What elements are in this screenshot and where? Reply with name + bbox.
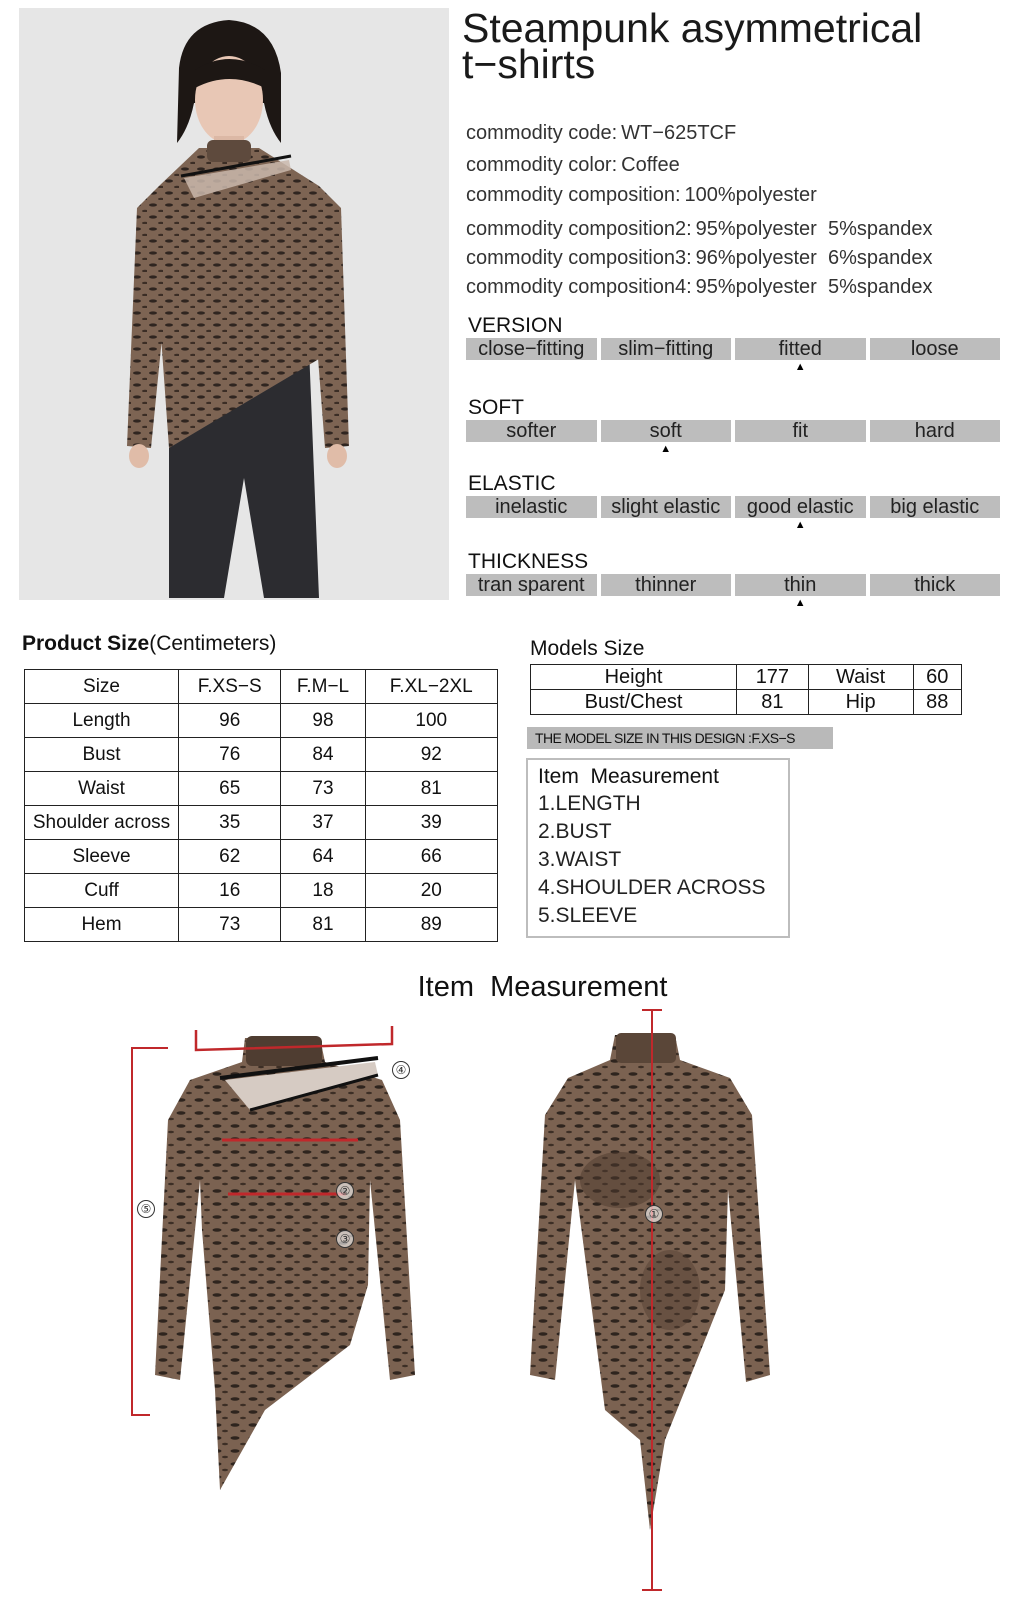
table-cell: 100 bbox=[365, 704, 497, 738]
table-row bbox=[25, 704, 498, 738]
scale-option: good elastic ▲ bbox=[735, 496, 866, 518]
spec-commodity-color: commodity color: Coffee bbox=[466, 154, 680, 176]
scale-option: slight elastic bbox=[601, 496, 732, 518]
scale-option: inelastic bbox=[466, 496, 597, 518]
table-cell: 20 bbox=[365, 874, 497, 908]
table-cell: Bust bbox=[25, 738, 179, 772]
table-cell: 81 bbox=[737, 690, 809, 715]
scale-option: close−fitting bbox=[466, 338, 597, 360]
table-cell: 81 bbox=[365, 772, 497, 806]
table-cell: 88 bbox=[913, 690, 962, 715]
table-cell: Sleeve bbox=[25, 840, 179, 874]
measure-marker-4: ④ bbox=[392, 1061, 410, 1079]
table-cell: Shoulder across bbox=[25, 806, 179, 840]
scale-option: big elastic bbox=[870, 496, 1001, 518]
table-cell: 39 bbox=[365, 806, 497, 840]
table-cell: 65 bbox=[179, 772, 281, 806]
table-cell: Waist bbox=[25, 772, 179, 806]
scale-option: fit bbox=[735, 420, 866, 442]
models-size-title: Models Size bbox=[530, 637, 645, 660]
scale-option: hard bbox=[870, 420, 1001, 442]
legend-item: 1.LENGTH bbox=[538, 792, 641, 815]
spec-commodity-code: commodity code: WT−625TCF bbox=[466, 122, 737, 144]
scale-option: thinner bbox=[601, 574, 732, 596]
scale-version-options bbox=[466, 338, 1000, 373]
scale-elastic-title: ELASTIC bbox=[468, 472, 556, 495]
product-title-line-1: Steampunk asymmetrical bbox=[462, 5, 923, 51]
table-cell: Hem bbox=[25, 908, 179, 942]
product-size-title: Product Size bbox=[22, 632, 150, 655]
table-cell: 177 bbox=[737, 665, 809, 690]
table-header-row bbox=[25, 670, 498, 704]
table-row bbox=[531, 665, 962, 690]
table-cell: Length bbox=[25, 704, 179, 738]
product-title-line-2: t−shirts bbox=[462, 41, 596, 87]
model-photo bbox=[19, 8, 449, 600]
table-cell: 66 bbox=[365, 840, 497, 874]
model-size-note: THE MODEL SIZE IN THIS DESIGN :F.XS−S bbox=[527, 727, 833, 749]
scale-elastic-options bbox=[466, 496, 1000, 531]
table-cell: Hip bbox=[808, 690, 913, 715]
table-row bbox=[25, 806, 498, 840]
scale-soft-options bbox=[466, 420, 1000, 455]
scale-option: loose bbox=[870, 338, 1001, 360]
table-cell: 37 bbox=[281, 806, 365, 840]
spec-composition-1: commodity composition: 100%polyester bbox=[466, 184, 817, 206]
item-measurement-legend-title: Item Measurement bbox=[538, 765, 719, 788]
measure-marker-1: ① bbox=[645, 1205, 663, 1223]
selection-marker-icon: ▲ bbox=[794, 519, 806, 531]
measurement-lines bbox=[0, 1000, 1024, 1600]
product-size-heading bbox=[22, 632, 276, 656]
item-measurement-legend bbox=[526, 758, 790, 938]
table-row bbox=[25, 772, 498, 806]
scale-option: tran sparent bbox=[466, 574, 597, 596]
table-header-cell: F.XL−2XL bbox=[365, 670, 497, 704]
legend-item: 3.WAIST bbox=[538, 848, 622, 871]
table-cell: 62 bbox=[179, 840, 281, 874]
legend-item: 4.SHOULDER ACROSS bbox=[538, 876, 766, 899]
selection-marker-icon: ▲ bbox=[660, 443, 672, 455]
scale-option: thick bbox=[870, 574, 1001, 596]
table-cell: 73 bbox=[179, 908, 281, 942]
selection-marker-icon: ▲ bbox=[794, 597, 806, 609]
scale-option: fitted ▲ bbox=[735, 338, 866, 360]
spec-composition-4: commodity composition4: 95%polyester 5%spandex bbox=[466, 276, 933, 298]
measure-marker-5: ⑤ bbox=[137, 1200, 155, 1218]
table-cell: 18 bbox=[281, 874, 365, 908]
table-header-cell: F.M−L bbox=[281, 670, 365, 704]
scale-option: thin ▲ bbox=[735, 574, 866, 596]
table-row bbox=[531, 690, 962, 715]
scale-option: slim−fitting bbox=[601, 338, 732, 360]
table-cell: 89 bbox=[365, 908, 497, 942]
product-title bbox=[462, 5, 1002, 87]
product-size-table bbox=[24, 669, 498, 942]
models-size-table bbox=[530, 664, 962, 715]
scale-option: soft ▲ bbox=[601, 420, 732, 442]
table-cell: 73 bbox=[281, 772, 365, 806]
table-cell: 16 bbox=[179, 874, 281, 908]
measure-marker-3: ③ bbox=[336, 1230, 354, 1248]
table-cell: 92 bbox=[365, 738, 497, 772]
table-cell: 81 bbox=[281, 908, 365, 942]
table-cell: 76 bbox=[179, 738, 281, 772]
spec-composition-2: commodity composition2: 95%polyester 5%spandex bbox=[466, 218, 933, 240]
table-header-cell: Size bbox=[25, 670, 179, 704]
table-cell: 96 bbox=[179, 704, 281, 738]
product-size-unit: (Centimeters) bbox=[149, 632, 277, 655]
table-row bbox=[25, 874, 498, 908]
spec-composition-3: commodity composition3: 96%polyester 6%spandex bbox=[466, 247, 933, 269]
scale-thickness-title: THICKNESS bbox=[468, 550, 589, 573]
scale-soft-title: SOFT bbox=[468, 396, 524, 419]
item-measurement-heading: Item Measurement bbox=[417, 971, 668, 1003]
table-row bbox=[25, 840, 498, 874]
scale-thickness-options bbox=[466, 574, 1000, 609]
table-cell: Waist bbox=[808, 665, 913, 690]
table-cell: Cuff bbox=[25, 874, 179, 908]
table-cell: 84 bbox=[281, 738, 365, 772]
model-illustration bbox=[19, 8, 449, 600]
legend-item: 2.BUST bbox=[538, 820, 612, 843]
legend-item: 5.SLEEVE bbox=[538, 904, 638, 927]
table-cell: Bust/Chest bbox=[531, 690, 737, 715]
table-cell: 35 bbox=[179, 806, 281, 840]
table-row bbox=[25, 738, 498, 772]
measure-marker-2: ② bbox=[336, 1182, 354, 1200]
scale-option: softer bbox=[466, 420, 597, 442]
table-header-cell: F.XS−S bbox=[179, 670, 281, 704]
table-cell: 60 bbox=[913, 665, 962, 690]
table-cell: Height bbox=[531, 665, 737, 690]
table-cell: 64 bbox=[281, 840, 365, 874]
table-row bbox=[25, 908, 498, 942]
table-cell: 98 bbox=[281, 704, 365, 738]
selection-marker-icon: ▲ bbox=[794, 361, 806, 373]
scale-version-title: VERSION bbox=[468, 314, 563, 337]
